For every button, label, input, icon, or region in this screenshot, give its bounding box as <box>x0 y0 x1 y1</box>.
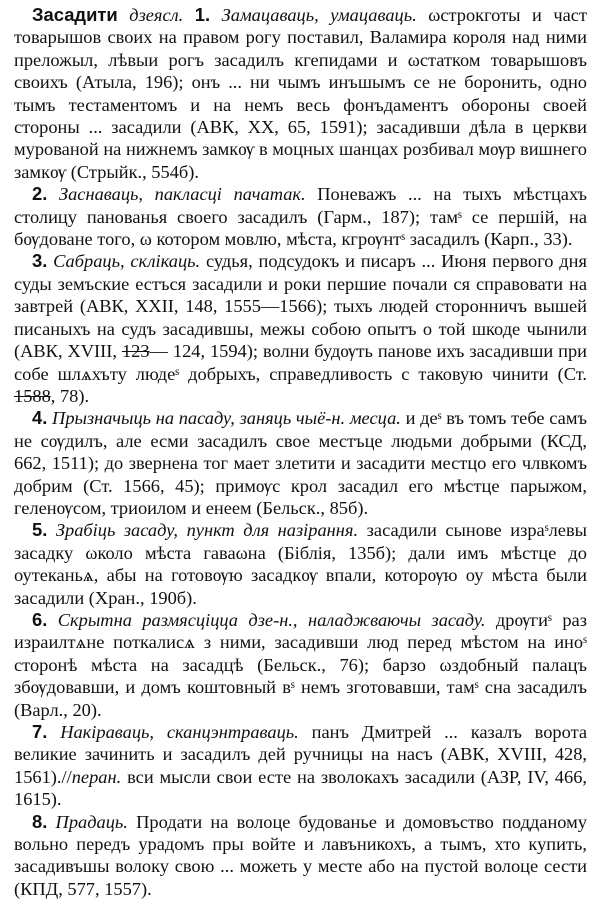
sense-definition: Заснаваць, пакласці пачатак. <box>59 184 306 205</box>
sense-6 <box>14 609 587 721</box>
struck-page-number: 123 <box>121 341 150 362</box>
sense-3 <box>14 250 587 407</box>
sense-examples: дрѹгиˢ раз израилтѧне поткалисѧ з ними, засадивши люд перед мѣстом на иноˢ сторонѣ мѣста на засадцѣ (Бельск., 76); барзо ωздобный палацъ збѹдовавши, и домъ коштовный вˢ немъ зготовавши, тамˢ сна засадилъ (Варл., 20). <box>14 609 587 720</box>
sense-definition: Прадаць. <box>55 811 128 832</box>
sense-examples-end: , 78). <box>50 385 90 406</box>
sense-number: 3. <box>32 250 48 272</box>
sense-examples: панъ Дмитрей ... казалъ ворота великие зачинить и засадилъ дей ручницы на насъ (АВК, XVIII, 428, 1561).// <box>14 722 587 787</box>
sense-examples: судья, подсудокъ и писаръ ... Июня первого дня суды земъские естъся засадили и роки першие почали ся справовати на завтрей (АВК, XXII, 148, 1555—1566); тыхъ людей сторонничъ вышей писаныхъ на судъ засадившы, межы собою опытъ о той шкоде чынили (АВК, XVIII, <box>14 251 587 362</box>
sense-examples: и деˢ въ томъ тебе самъ не сѹдилъ, але есми засадилъ свое местъце людьми добрыми (КСД, 662, 1511); до звернена тог мает злетити и засадити местцо его члвкомъ добрим (Ст. 1566, 45); примѹс крол засадил его мѣстце парыжом, геленѹсом, триоилом и енеем (Бельск., 85б). <box>14 408 587 518</box>
sense-number: 5. <box>32 519 48 541</box>
part-of-speech: дзеясл. <box>129 5 184 25</box>
sense-definition: Прызначыць на пасаду, заняць чыё-н. месца. <box>52 408 401 429</box>
sense-7 <box>14 721 587 811</box>
sense-number: 4. <box>32 407 48 429</box>
headword: Засадити <box>32 4 118 25</box>
sense-definition: Зрабіць засаду, пункт для назірання. <box>55 520 359 541</box>
sense-5 <box>14 519 587 609</box>
sense-4 <box>14 407 587 519</box>
sense-definition: Замацаваць, умацаваць. <box>221 5 417 25</box>
sense-examples: ωстрокготы и част товарышов своих на правом рогу поставил, Валамира короля над ними преложыл, лѣвыи рогъ засадилъ кгепидами и ωстатком товарышовъ своихъ (Атыла, 196); онъ ... ни чымъ инъшымъ се не боронить, одно тымъ тестаментомъ и на немъ весь фонъдаментъ обороны своей стороны ... засадили (АВК, XX, 65, 1591); засадивши дѣла в церкви мурованой на нижнемъ замкѹ в моцных шанцах розбивал мѹр вишнего замкѹ (Стрыйк., 554б). <box>14 5 587 182</box>
sense-number: 1. <box>194 4 211 25</box>
sense-examples-cont: вси мысли свои есте на зволокахъ засадили (АЗР, IV, 466, 1615). <box>14 766 587 810</box>
sense-1 <box>14 4 587 183</box>
sense-examples: Поневажъ ... на тыхъ мѣстцахъ столицу панованья своего засадилъ (Гарм., 187); тамˢ се першій, на бѹдоване того, ω котором мовлю, мѣста, кгрѹнтˢ засадилъ (Карп., 33). <box>14 184 587 250</box>
sense-number: 7. <box>32 721 48 742</box>
sense-number: 6. <box>32 608 48 630</box>
sense-number: 8. <box>32 810 48 832</box>
sense-examples-cont: — 124, 1594); волни будѹть панове ихъ засадивши при собе шлѧхъту людеˢ добрыхъ, справедливость с таковую чинити (Ст. <box>14 341 588 384</box>
struck-year: 1588 <box>14 385 51 406</box>
sense-definition: Сабраць, склікаць. <box>53 251 201 272</box>
sense-2 <box>14 183 587 250</box>
sense-examples: Продати на волоце будованье и домовъство подданому вольно передъ урадомъ пры войте и лавъникохъ, а тымъ, хто купить, засадивъшы волоку свою ... можеть у месте або на пустой волоце сести (КПД, 577, 1557). <box>14 811 587 899</box>
sense-8 <box>14 811 587 900</box>
sense-number: 2. <box>32 183 48 205</box>
sense-examples: засадили сынове израˢлевы засадку ωколо мѣста гаваωна (Біблія, 135б); дали имъ мѣстце до оутеканьѧ, абы на готовѹю засадкѹ впали, которѹю оу мѣста были засадили (Хран., 190б). <box>14 520 587 608</box>
figurative-label: перан. <box>71 766 122 787</box>
sense-definition: Накіраваць, сканцэнтраваць. <box>60 722 299 742</box>
sense-definition: Скрытна размясціцца дзе-н., наладжваючы засаду. <box>57 609 486 630</box>
